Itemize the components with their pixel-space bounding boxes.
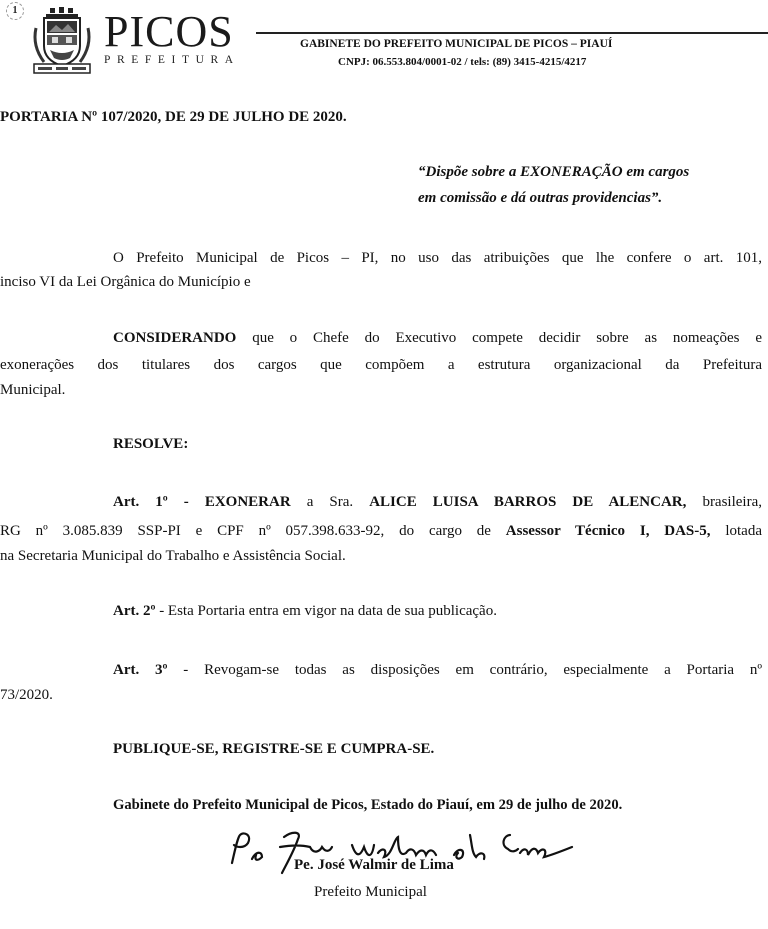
considerando-line-3: Municipal. bbox=[0, 382, 66, 398]
place-date: Gabinete do Prefeito Municipal de Picos, Estado do Piauí, em 29 de julho de 2020. bbox=[113, 797, 623, 813]
art3-lead: Art. 3º bbox=[113, 662, 168, 678]
art1-position: Assessor Técnico I, DAS-5, bbox=[505, 523, 711, 539]
art2-lead: Art. 2º bbox=[113, 603, 156, 619]
art1-ids: RG nº 3.085.839 SSP-PI e CPF nº 057.398.633-92, do cargo de bbox=[0, 523, 506, 539]
brand-name: PICOS bbox=[104, 7, 234, 56]
brand bbox=[104, 7, 240, 66]
header-divider bbox=[256, 32, 768, 34]
page-number: 1 bbox=[6, 2, 24, 20]
closing-formula: PUBLIQUE-SE, REGISTRE-SE E CUMPRA-SE. bbox=[113, 741, 435, 757]
considerando-line-2: exonerações dos titulares dos cargos que compõem a estrutura organizacional da Prefeitura bbox=[0, 357, 762, 373]
art1-line-1 bbox=[0, 490, 762, 514]
art1-mid: a Sra. bbox=[290, 494, 370, 510]
art2-text: - Esta Portaria entra em vigor na data de sua publicação. bbox=[155, 603, 497, 619]
resolve-heading: RESOLVE: bbox=[113, 436, 189, 452]
art1-lead: Art. 1º - EXONERAR bbox=[113, 494, 291, 510]
document-title: PORTARIA Nº 107/2020, DE 29 DE JULHO DE 2020. bbox=[0, 109, 347, 125]
art3-text: - Revogam-se todas as disposições em contrário, especialmente a Portaria nº bbox=[167, 662, 762, 678]
art1-line-3: na Secretaria Municipal do Trabalho e Assistência Social. bbox=[0, 548, 346, 564]
signatory-name: Pe. José Walmir de Lima bbox=[294, 857, 454, 873]
signatory-role: Prefeito Municipal bbox=[314, 884, 427, 900]
office-heading: GABINETE DO PREFEITO MUNICIPAL DE PICOS – PIAUÍ bbox=[300, 38, 613, 50]
considerando-text: que o Chefe do Executivo compete decidir sobre as nomeações e bbox=[236, 330, 762, 346]
considerando-lead: CONSIDERANDO bbox=[113, 330, 237, 346]
art1-tail: brasileira, bbox=[686, 494, 762, 510]
art3-line-1 bbox=[0, 658, 762, 682]
art1-line-2 bbox=[0, 519, 762, 543]
contact-line: CNPJ: 06.553.804/0001-02 / tels: (89) 3415-4215/4217 bbox=[338, 56, 587, 68]
preamble-line-1: O Prefeito Municipal de Picos – PI, no uso das atribuições que lhe confere o art. 101, bbox=[113, 250, 762, 266]
ementa-line-2: em comissão e dá outras providencias”. bbox=[418, 190, 663, 206]
ementa-line-1: “Dispõe sobre a EXONERAÇÃO em cargos bbox=[418, 164, 690, 180]
art1-lotada: lotada bbox=[710, 523, 762, 539]
art1-name: ALICE LUISA BARROS DE ALENCAR, bbox=[369, 494, 687, 510]
considerando-line-1 bbox=[0, 326, 762, 350]
brand-subtitle: PREFEITURA bbox=[104, 54, 240, 66]
art3-line-2: 73/2020. bbox=[0, 687, 53, 703]
art2 bbox=[113, 603, 497, 620]
preamble-line-2: inciso VI da Lei Orgânica do Município e bbox=[0, 274, 251, 290]
municipal-coat-of-arms-logo bbox=[30, 6, 96, 76]
